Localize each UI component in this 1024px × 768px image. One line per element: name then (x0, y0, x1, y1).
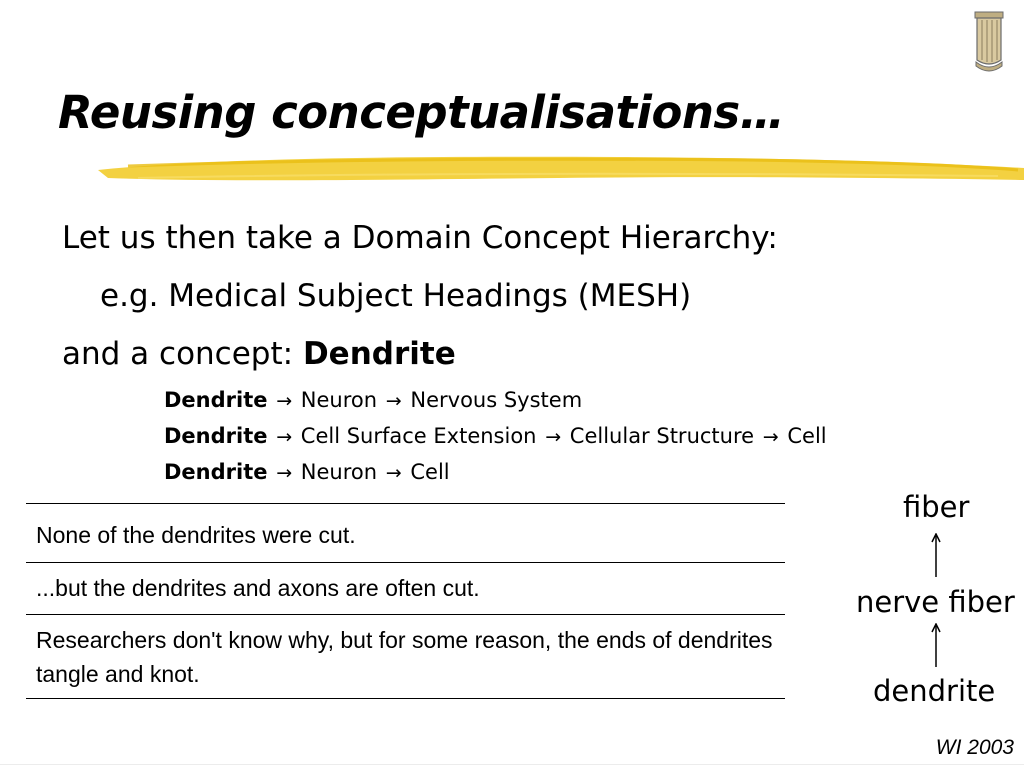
hierarchy-node: Nervous System (410, 388, 583, 412)
arrow-right-icon: → (762, 426, 779, 448)
arrow-up-icon (931, 533, 941, 579)
hierarchy-path (164, 460, 450, 484)
arrow-right-icon: → (545, 426, 562, 448)
hierarchy-node: Cell Surface Extension (300, 424, 537, 448)
highlighter-stroke (98, 148, 1024, 188)
column-logo-icon (972, 10, 1006, 74)
concept-name: Dendrite (302, 336, 456, 372)
intro-line: Let us then take a Domain Concept Hierarchy: (62, 220, 778, 256)
arrow-right-icon: → (276, 426, 293, 448)
hierarchy-node: Cell (787, 424, 827, 448)
quote-row: Researchers don't know why, but for some reason, the ends of dendrites tangle and knot. (26, 614, 785, 699)
footer-label: WI 2003 (935, 736, 1014, 759)
concept-prefix: and a concept: (62, 336, 303, 372)
quote-row: ...but the dendrites and axons are often cut. (26, 562, 785, 614)
arrow-right-icon: → (276, 390, 293, 412)
quote-row: None of the dendrites were cut. (26, 503, 785, 562)
hierarchy-node: Cellular Structure (569, 424, 755, 448)
example-line: e.g. Medical Subject Headings (MESH) (100, 278, 692, 314)
hierarchy-node: Cell (410, 460, 450, 484)
chain-term-bottom: dendrite (873, 674, 996, 708)
hierarchy-head: Dendrite (164, 424, 268, 448)
quote-table (26, 503, 785, 699)
hierarchy-path (164, 424, 827, 448)
hierarchy-node: Neuron (300, 388, 378, 412)
chain-term-top: fiber (903, 490, 970, 524)
slide-title: Reusing conceptualisations… (58, 86, 785, 139)
arrow-right-icon: → (385, 462, 402, 484)
hierarchy-head: Dendrite (164, 388, 268, 412)
concept-line (62, 336, 456, 372)
hierarchy-path (164, 388, 582, 412)
arrow-up-icon (931, 623, 941, 669)
arrow-right-icon: → (385, 390, 402, 412)
hierarchy-node: Neuron (300, 460, 378, 484)
chain-term-middle: nerve fiber (856, 585, 1015, 619)
hierarchy-head: Dendrite (164, 460, 268, 484)
footer-divider (0, 764, 1024, 765)
arrow-right-icon: → (276, 462, 293, 484)
